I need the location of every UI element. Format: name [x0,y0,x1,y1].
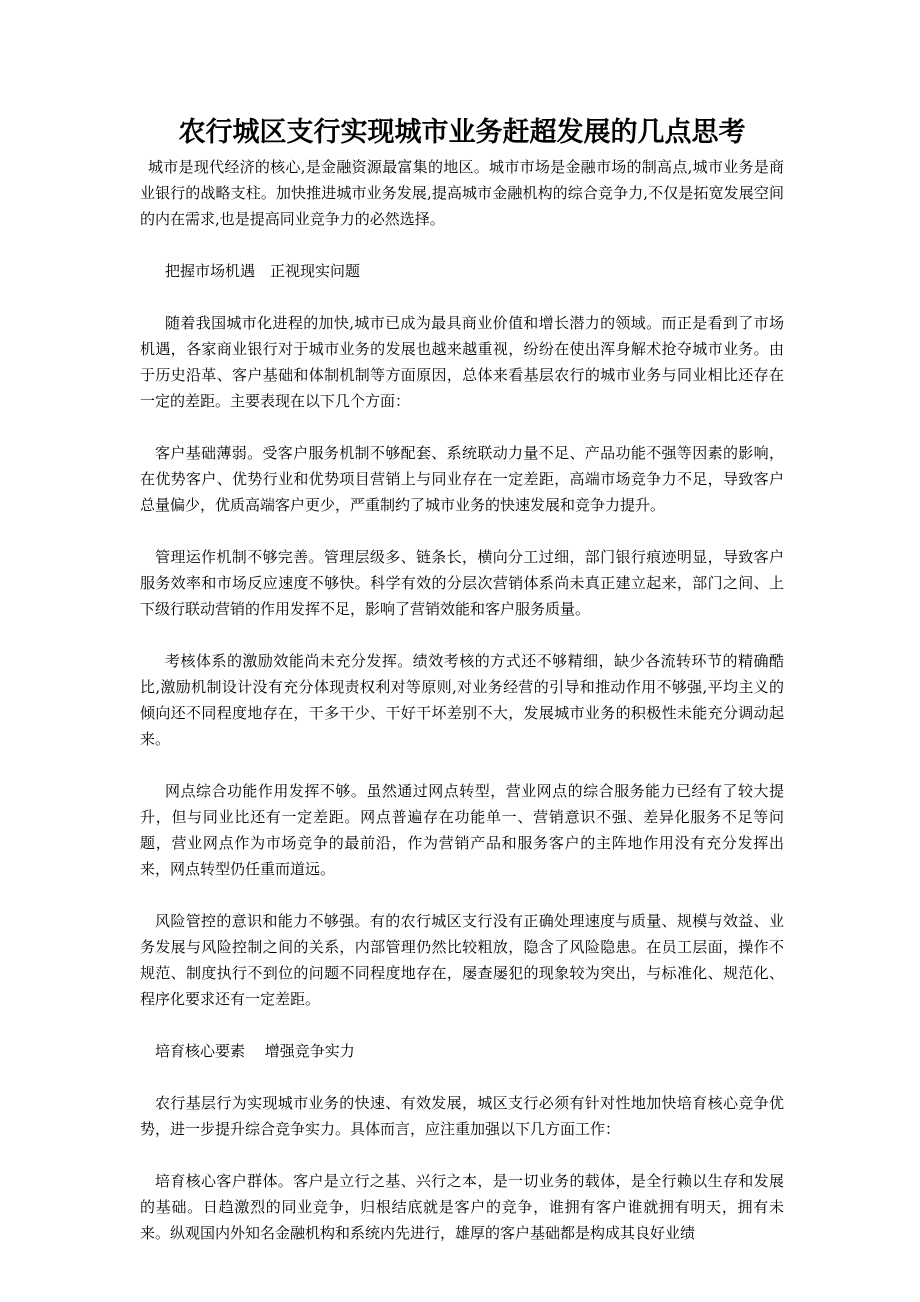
document-page [140,112,784,1246]
document-title: 农行城区支行实现城市业务赶超发展的几点思考 [178,117,746,148]
section-heading-2: 培育核心要素 增强竞争实力 [155,1042,355,1060]
section1-paragraph-5: 网点综合功能作用发挥不够。虽然通过网点转型，营业网点的综合服务能力已经有了较大提升，但与同业比还有一定差距。网点普遍存在功能单一、营销意识不强、差异化服务不足等问题，营业网点作为市场竞争的最前沿，作为营销产品和服务客户的主阵地作用没有充分发挥出来，网点转型仍任重而道远。 [140,782,784,878]
intro-paragraph: 城市是现代经济的核心,是金融资源最富集的地区。城市市场是金融市场的制高点,城市业务是商业银行的战略支柱。加快推进城市业务发展,提高城市金融机构的综合竞争力,不仅是拓宽发展空间的内在需求,也是提高同业竞争力的必然选择。 [140,158,784,228]
section2-paragraph-1: 农行基层行为实现城市业务的快速、有效发展，城区支行必须有针对性地加快培育核心竞争优势，进一步提升综合竞争实力。具体而言，应注重加强以下几方面工作： [140,1094,784,1138]
section1-paragraph-1: 随着我国城市化进程的加快,城市已成为最具商业价值和增长潜力的领域。而正是看到了市场机遇，各家商业银行对于城市业务的发展也越来越重视，纷纷在使出浑身解术抢夺城市业务。由于历史沿革、客户基础和体制机制等方面原因，总体来看基层农行的城市业务与同业相比还存在一定的差距。主要表现在以下几个方面： [140,314,784,410]
section2-paragraph-2: 培育核心客户群体。客户是立行之基、兴行之本，是一切业务的载体，是全行赖以生存和发展的基础。日趋激烈的同业竞争，归根结底就是客户的竞争，谁拥有客户谁就拥有明天，拥有未来。纵观国内外知名金融机构和系统内先进行，雄厚的客户基础都是构成其良好业绩 [140,1172,784,1242]
section1-paragraph-6: 风险管控的意识和能力不够强。有的农行城区支行没有正确处理速度与质量、规模与效益、业务发展与风险控制之间的关系，内部管理仍然比较粗放，隐含了风险隐患。在员工层面，操作不规范、制度执行不到位的问题不同程度地存在，屡查屡犯的现象较为突出，与标准化、规范化、程序化要求还有一定差距。 [140,912,784,1008]
section1-paragraph-3: 管理运作机制不够完善。管理层级多、链条长，横向分工过细，部门银行痕迹明显，导致客户服务效率和市场反应速度不够快。科学有效的分层次营销体系尚未真正建立起来，部门之间、上下级行联动营销的作用发挥不足，影响了营销效能和客户服务质量。 [140,548,784,618]
section1-paragraph-2: 客户基础薄弱。受客户服务机制不够配套、系统联动力量不足、产品功能不强等因素的影响，在优势客户、优势行业和优势项目营销上与同业存在一定差距，高端市场竞争力不足，导致客户总量偏少，优质高端客户更少，严重制约了城市业务的快速发展和竞争力提升。 [140,444,784,514]
section1-paragraph-4: 考核体系的激励效能尚未充分发挥。绩效考核的方式还不够精细，缺少各流转环节的精确酷比,激励机制设计没有充分体现责权利对等原则,对业务经营的引导和推动作用不够强,平均主义的倾向还不同程度地存在，干多干少、干好干坏差别不大，发展城市业务的积极性未能充分调动起来。 [140,652,784,748]
section-heading-1: 把握市场机遇 正视现实问题 [165,262,361,280]
